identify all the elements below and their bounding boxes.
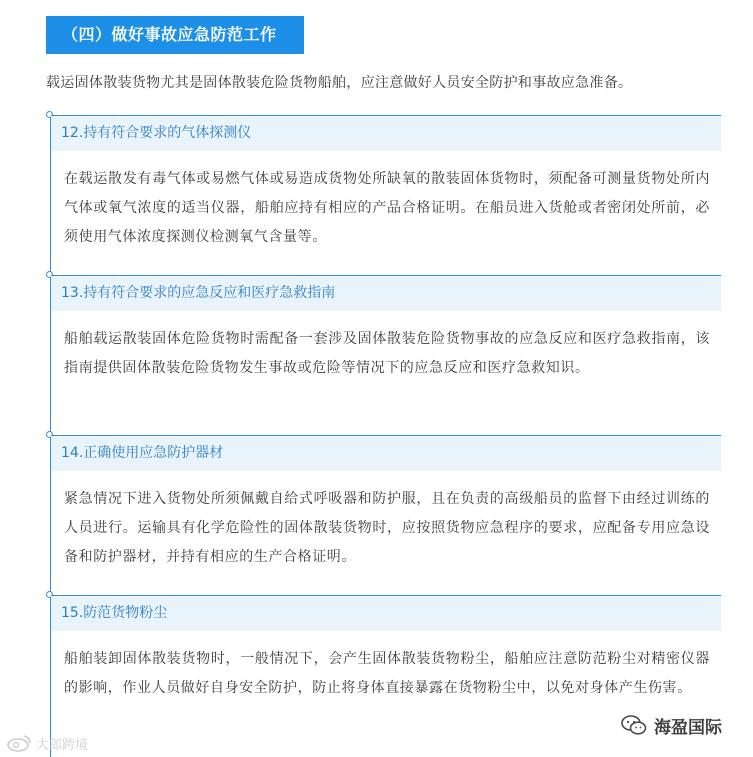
item-title: 12.持有符合要求的气体探测仪 [51,115,721,151]
watermark-left [6,732,88,754]
item-title: 13.持有符合要求的应急反应和医疗急救指南 [51,275,721,311]
item-title: 14.正确使用应急防护器材 [51,435,721,471]
item-body: 船舶载运散装固体危险货物时需配备一套涉及固体散装危险货物事故的应急反应和医疗急救指南，该指南提供固体散装危险货物发生事故或危险等情况下的应急反应和医疗急救知识。 [64,331,710,376]
item-body: 在载运散发有毒气体或易燃气体或易造成货物处所缺氧的散装固体货物时，须配备可测量货物处所内气体或氧气浓度的适当仪器，船舶应持有相应的产品合格证明。在船员进入货舱或者密闭处所前，必须使用气体浓度探测仪检测氧气含量等。 [64,171,710,245]
item-body: 船舶装卸固体散装货物时，一般情况下，会产生固体散装货物粉尘，船舶应注意防范粉尘对精密仪器的影响，作业人员做好自身安全防护，防止将身体直接暴露在货物粉尘中，以免对身体产生伤害。 [64,651,710,696]
item-body: 紧急情况下进入货物处所须佩戴自给式呼吸器和防护服，且在负责的高级船员的监督下由经过训练的人员进行。运输具有化学危险性的固体散装货物时，应按照货物应急程序的要求，应配备专用应急设备和防护器材，并持有相应的生产合格证明。 [64,491,710,565]
weibo-logo-icon [6,734,32,752]
watermark-right-text: 海盈国际 [654,717,722,738]
wechat-logo-icon [620,714,648,736]
item-title: 15.防范货物粉尘 [51,595,721,631]
intro-paragraph: 载运固体散装货物尤其是固体散装危险货物船舶，应注意做好人员安全防护和事故应急准备。 [46,75,633,91]
watermark-right [618,712,724,738]
watermark-left-text: 大郎跨境 [36,737,89,753]
section-heading: （四）做好事故应急防范工作 [46,16,304,54]
